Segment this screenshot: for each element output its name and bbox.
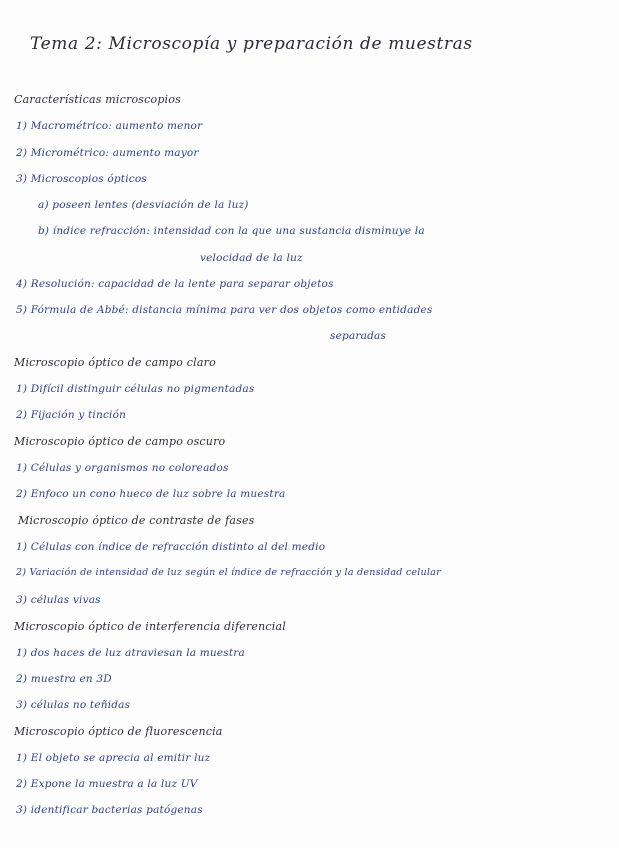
list-item: 5) Fórmula de Abbé: distancia mínima para ver dos objetos como entidades xyxy=(16,304,433,316)
list-item: 2) Fijación y tinción xyxy=(16,409,127,421)
section-heading-campo-claro: Microscopio óptico de campo claro xyxy=(14,356,216,369)
list-item-continuation: velocidad de la luz xyxy=(200,252,303,264)
page-title: Tema 2: Microscopía y preparación de muestras xyxy=(30,34,473,54)
list-item: 1) El objeto se aprecia al emitir luz xyxy=(16,752,211,764)
section-heading-caracteristicas: Características microscopios xyxy=(14,93,181,106)
list-item: 1) Células y organismos no coloreados xyxy=(16,462,229,474)
section-heading-interferencia: Microscopio óptico de interferencia diferencial xyxy=(14,620,286,633)
list-item: a) poseen lentes (desviación de la luz) xyxy=(38,199,249,211)
list-item: 1) Difícil distinguir células no pigmentadas xyxy=(16,383,255,395)
section-heading-fluorescencia: Microscopio óptico de fluorescencia xyxy=(14,725,223,738)
list-item: 3) células vivas xyxy=(16,594,101,606)
list-item: 3) células no teñidas xyxy=(16,699,131,711)
list-item: 3) Microscopios ópticos xyxy=(16,173,147,185)
list-item-continuation: separadas xyxy=(330,330,387,342)
list-item: 4) Resolución: capacidad de la lente para separar objetos xyxy=(16,278,334,290)
list-item: 2) Variación de intensidad de luz según el índice de refracción y la densidad celular xyxy=(16,567,441,578)
list-item: 1) Células con índice de refracción distinto al del medio xyxy=(16,541,326,553)
list-item: b) índice refracción: intensidad con la que una sustancia disminuye la xyxy=(38,225,425,237)
list-item: 2) Micrométrico: aumento mayor xyxy=(16,147,199,159)
list-item: 2) Enfoco un cono hueco de luz sobre la muestra xyxy=(16,488,286,500)
list-item: 1) dos haces de luz atraviesan la muestra xyxy=(16,647,245,659)
list-item: 3) identificar bacterias patógenas xyxy=(16,804,203,816)
list-item: 1) Macrométrico: aumento menor xyxy=(16,120,203,132)
section-heading-contraste-fases: Microscopio óptico de contraste de fases xyxy=(18,514,255,527)
list-item: 2) muestra en 3D xyxy=(16,673,112,685)
section-heading-campo-oscuro: Microscopio óptico de campo oscuro xyxy=(14,435,226,448)
list-item: 2) Expone la muestra a la luz UV xyxy=(16,778,198,790)
